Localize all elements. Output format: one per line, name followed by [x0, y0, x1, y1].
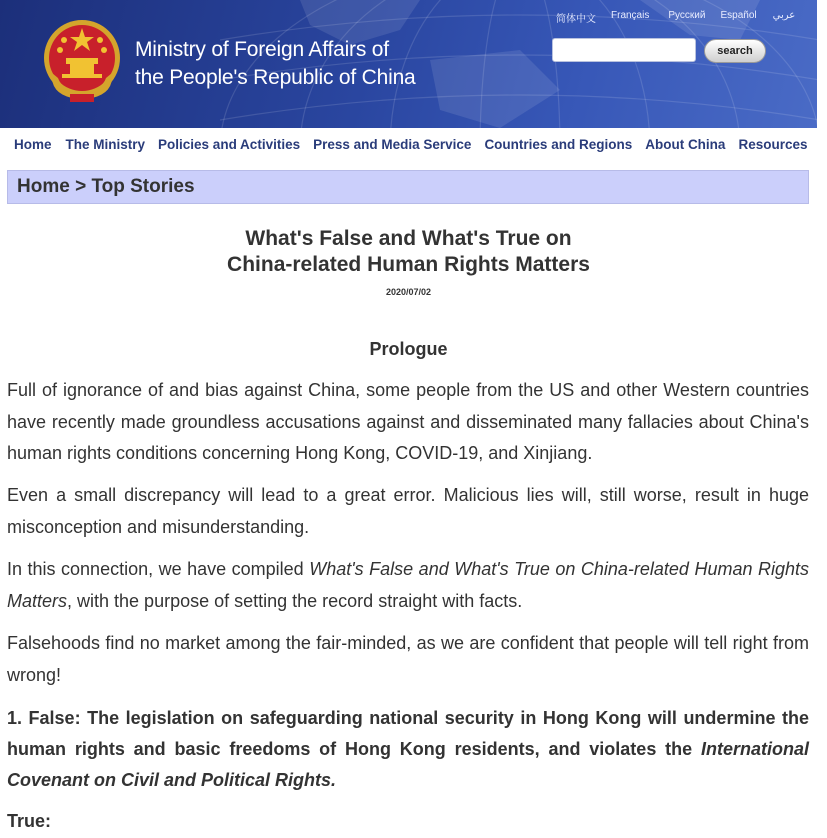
- paragraph-4: Falsehoods find no market among the fair-minded, as we are confident that people will tell right from wrong!: [7, 633, 809, 685]
- search-button[interactable]: search: [704, 39, 766, 63]
- section-heading: Prologue: [369, 339, 448, 359]
- article-date: 2020/07/02: [385, 287, 432, 297]
- lang-russian[interactable]: Русский: [668, 10, 706, 21]
- nav-item-resources[interactable]: Resources: [738, 136, 808, 152]
- main-nav: [0, 128, 827, 160]
- nav-item-policies-and-activities[interactable]: Policies and Activities: [158, 136, 301, 152]
- paragraph-6: True:: [7, 811, 52, 831]
- nav-item-countries-and-regions[interactable]: Countries and Regions: [484, 136, 633, 152]
- article-title: [0, 226, 817, 278]
- breadcrumb: Home > Top Stories: [7, 170, 809, 204]
- paragraph-3-text-end: , with the purpose of setting the record straight with facts.: [67, 590, 523, 611]
- nav-item-press-and-media-service[interactable]: Press and Media Service: [313, 136, 472, 152]
- nav-item-about-china[interactable]: About China: [645, 136, 726, 152]
- article-title-line1: What's False and What's True on: [245, 227, 572, 250]
- lang-spanish[interactable]: Español: [720, 10, 757, 21]
- language-switcher: [556, 10, 795, 25]
- search-input[interactable]: [552, 38, 696, 62]
- site-header: [0, 0, 817, 128]
- paragraph-5: [7, 703, 809, 796]
- site-title-line2: the People's Republic of China: [135, 66, 416, 89]
- article-title-line2: China-related Human Rights Matters: [227, 253, 590, 276]
- paragraph-3: [7, 554, 809, 617]
- document-title-italic: What's False and What's True on China-related Human Rights Matters: [7, 559, 809, 611]
- covenant-title-italic: International Covenant on Civil and Political Rights.: [7, 739, 809, 790]
- paragraph-1: Full of ignorance of and bias against China, some people from the US and other Western countries have recently made groundless accusations against and disseminated many fallacies about China's human rights conditions concerning Hong Kong, COVID-19, and Xinjiang.: [7, 380, 809, 464]
- claim-text: 1. False: The legislation on safeguarding national security in Hong Kong will undermine the human rights and basic freedoms of Hong Kong residents, and violates the: [7, 708, 809, 759]
- lang-simplified-chinese[interactable]: 简体中文: [556, 14, 596, 25]
- site-title[interactable]: [135, 36, 416, 92]
- nav-item-the-ministry[interactable]: The Ministry: [65, 136, 146, 152]
- paragraph-3-text: In this connection, we have compiled: [7, 559, 310, 579]
- nav-item-home[interactable]: Home: [14, 136, 52, 152]
- site-title-line1: Ministry of Foreign Affairs of: [135, 38, 389, 61]
- lang-french[interactable]: Français: [611, 10, 650, 21]
- national-emblem-icon: [42, 18, 122, 104]
- paragraph-2: Even a small discrepancy will lead to a great error. Malicious lies will, still worse, result in huge misconception and misunderstanding.: [7, 485, 809, 537]
- lang-arabic[interactable]: عربي: [772, 10, 796, 21]
